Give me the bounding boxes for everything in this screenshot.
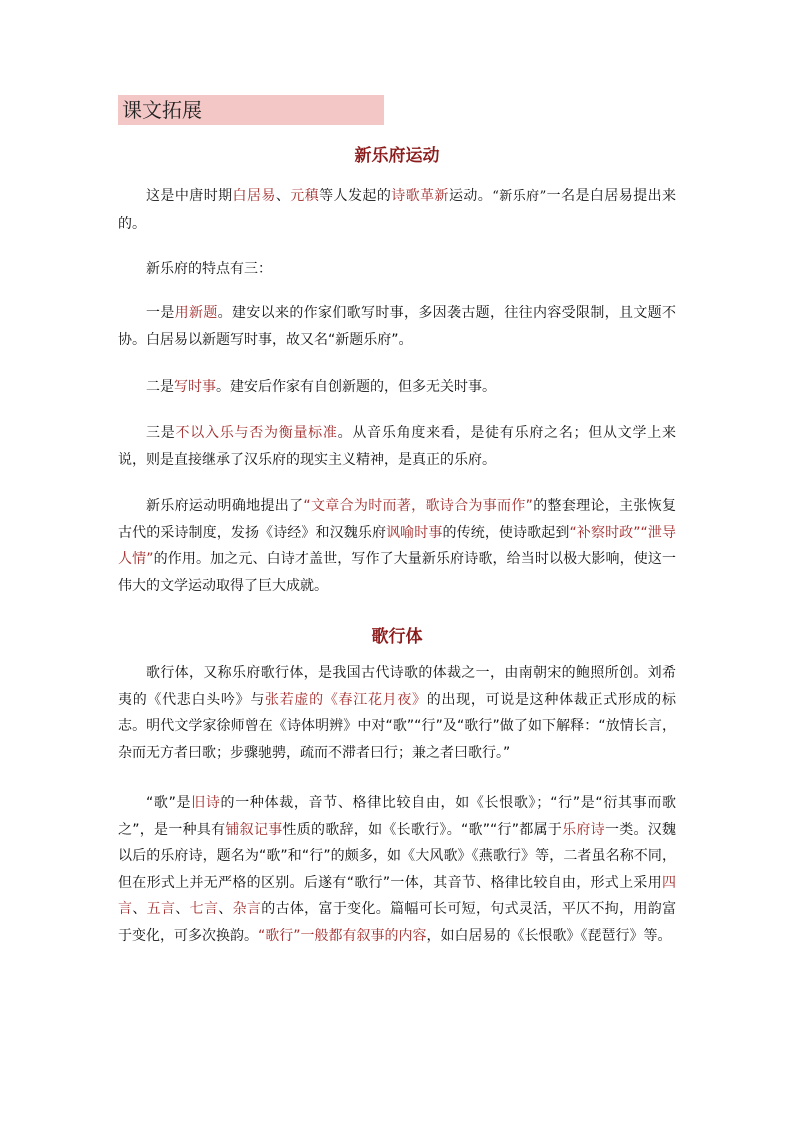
section1-paragraph-3: 一是用新题。建安以来的作家们歌写时事，多因袭古题，往往内容受限制，且文题不协。白居易以新题写时事，故又名“新题乐府”。 — [118, 305, 677, 348]
section-banner — [118, 95, 384, 125]
section2-paragraph-2: “歌”是旧诗的一种体裁，音节、格律比较自由，如《长恨歌》；“行”是“衍其事而歌之”，是一种具有铺叙记事性质的歌辞，如《长歌行》。“歌”“行”都属于乐府诗一类。汉魏以后的乐府诗，题名为“歌”和“行”的颇多，如《大风歌》《燕歌行》等，二者虽名称不同，但在形式上并无严格的区别。后遂有“歌行”一体，其音节、格律比较自由，形式上采用四言、五言、七言、杂言的古体，富于变化。篇幅可长可短，句式灵活，平仄不拘，用韵富于变化，可多次换韵。“歌行”一般都有叙事的内容，如白居易的《长恨歌》《琵琶行》等。 — [118, 795, 677, 944]
section1-paragraph-2: 新乐府的特点有三： — [146, 261, 272, 277]
section2-title: 歌行体 — [371, 627, 423, 647]
section1-paragraph-1: 这是中唐时期白居易、元稹等人发起的诗歌革新运动。“新乐府”一名是白居易提出来的。 — [118, 188, 677, 232]
section1-paragraph-6: 新乐府运动明确地提出了“文章合为时而著，歌诗合为事而作”的整套理论，主张恢复古代的采诗制度，发扬《诗经》和汉魏乐府讽喻时事的传统，使诗歌起到“补察时政”“泄导人情”的作用。加之元、白诗才盖世，写作了大量新乐府诗歌，给当时以极大影响，使这一伟大的文学运动取得了巨大成就。 — [118, 498, 677, 594]
section1-title: 新乐府运动 — [354, 146, 440, 166]
section2-paragraph-1: 歌行体，又称乐府歌行体，是我国古代诗歌的体裁之一，由南朝宋的鲍照所创。刘希夷的《代悲白头吟》与张若虚的《春江花月夜》的出现，可说是这种体裁正式形成的标志。明代文学家徐师曾在《诗体明辨》中对“歌”“行”及“歌行”做了如下解释：“放情长言，杂而无方者曰歌；步骤驰骋，疏而不滞者曰行；兼之者曰歌行。” — [118, 665, 677, 761]
section1-paragraph-5: 三是不以入乐与否为衡量标准。从音乐角度来看，是徒有乐府之名；但从文学上来说，则是直接继承了汉乐府的现实主义精神，是真正的乐府。 — [118, 425, 677, 468]
section1-paragraph-4: 二是写时事。建安后作家有自创新题的，但多无关时事。 — [146, 379, 496, 395]
section-banner-title: 课文拓展 — [122, 98, 202, 122]
